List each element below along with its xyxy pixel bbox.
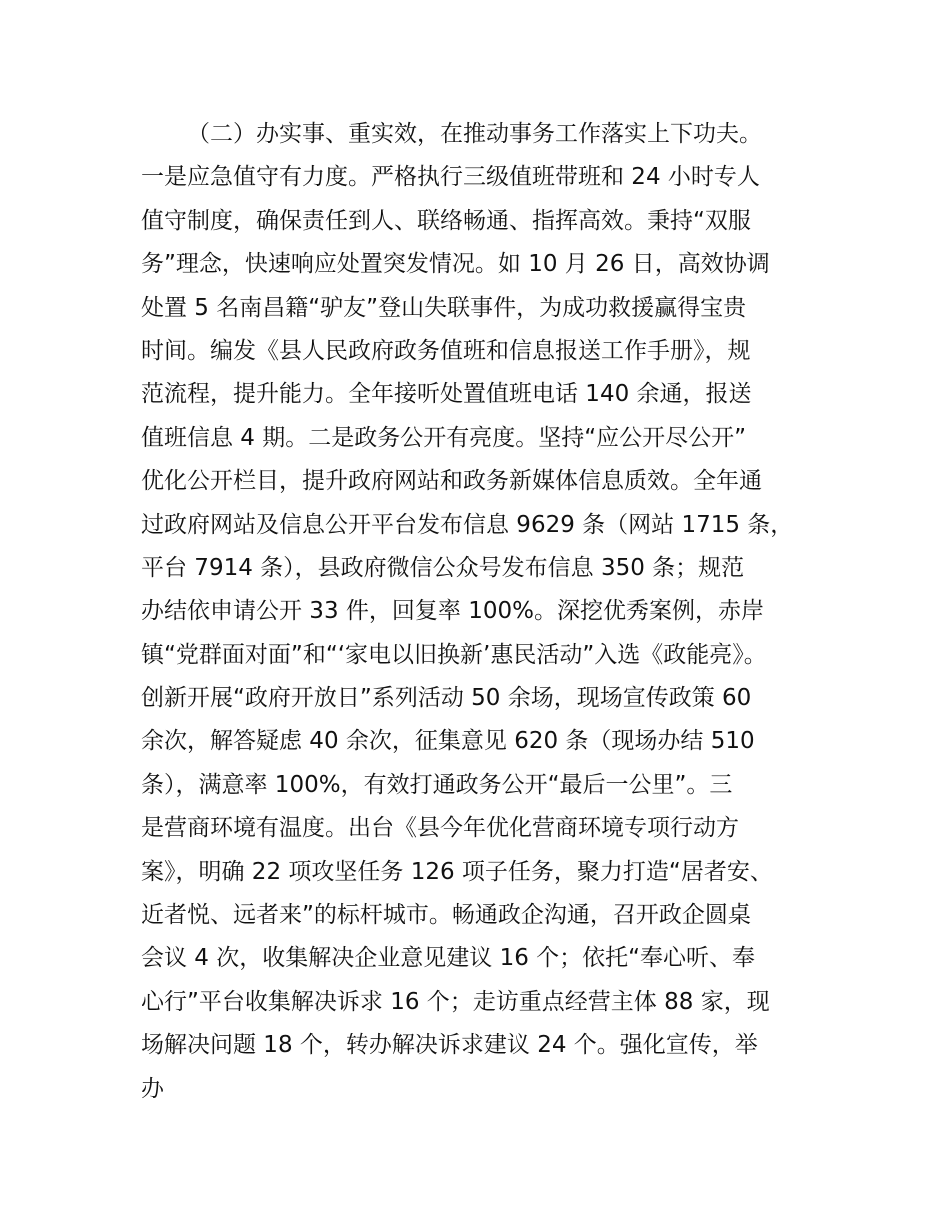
paragraph-line: 一是应急值守有力度。严格执行三级值班带班和 24 小时专人 [141,164,760,191]
paragraph-line: 优化公开栏目，提升政府网站和政务新媒体信息质效。全年通 [141,468,762,495]
paragraph-line: 创新开展“政府开放日”系列活动 50 余场，现场宣传政策 60 [141,685,752,712]
paragraph-line: 是营商环境有温度。出台《县今年优化营商环境专项行动方 [141,815,739,842]
paragraph-line: 值班信息 4 期。二是政务公开有亮度。坚持“应公开尽公开” [141,424,747,451]
paragraph-line: （二）办实事、重实效，在推动事务工作落实上下功夫。 [187,121,762,147]
paragraph-line: 办 [141,1075,164,1102]
paragraph-line: 镇“党群面对面”和“‘家电以旧换新’惠民活动”入选《政能亮》。 [141,641,767,668]
paragraph-line: 余次，解答疑虑 40 余次，征集意见 620 条（现场办结 510 [141,728,755,755]
paragraph-line: 务”理念，快速响应处置突发情况。如 10 月 26 日，高效协调 [141,251,770,278]
body-paragraph [141,113,841,1111]
paragraph-line: 案》，明确 22 项攻坚任务 126 项子任务，聚力打造“居者安、 [141,858,773,885]
paragraph-line: 范流程，提升能力。全年接听处置值班电话 140 余通，报送 [141,381,752,408]
paragraph-line: 过政府网站及信息公开平台发布信息 9629 条（网站 1715 条， [141,511,794,538]
paragraph-line: 近者悦、远者来”的标杆城市。畅通政企沟通，召开政企圆桌 [141,902,751,929]
paragraph-line: 处置 5 名南昌籍“驴友”登山失联事件，为成功救援赢得宝贵 [141,294,747,321]
paragraph-line: 场解决问题 18 个，转办解决诉求建议 24 个。强化宣传，举 [141,1032,758,1059]
paragraph-line: 值守制度，确保责任到人、联络畅通、指挥高效。秉持“双服 [141,207,751,234]
paragraph-line: 条），满意率 100%，有效打通政务公开“最后一公里”。三 [141,771,733,798]
paragraph-line: 心行”平台收集解决诉求 16 个；走访重点经营主体 88 家，现 [141,988,770,1015]
paragraph-line: 平台 7914 条），县政府微信公众号发布信息 350 条；规范 [141,554,745,581]
paragraph-line: 时间。编发《县人民政府政务值班和信息报送工作手册》，规 [141,337,751,364]
paragraph-line: 办结依申请公开 33 件，回复率 100%。深挖优秀案例，赤岸 [141,598,764,625]
paragraph-line: 会议 4 次，收集解决企业意见建议 16 个；依托“奉心听、奉 [141,945,756,972]
